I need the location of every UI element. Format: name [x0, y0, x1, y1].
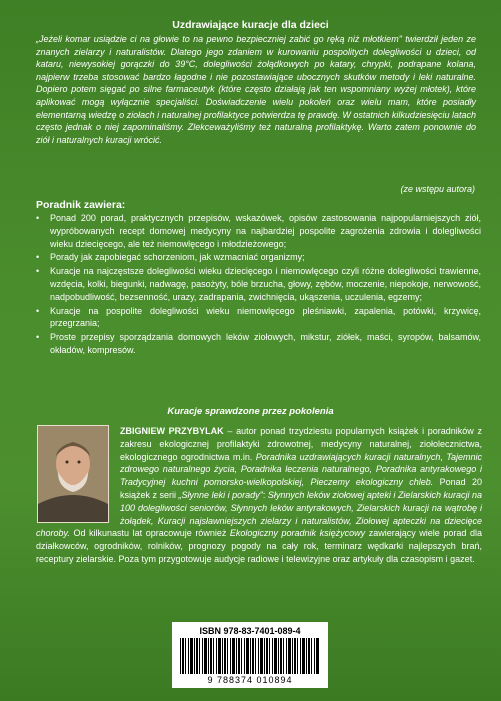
barcode-bars [180, 638, 320, 674]
author-bio-text: Od kilkunastu lat opracowuje również [69, 528, 230, 539]
list-item: • Porady jak zapobiegać schorzeniom, jak wzmacniać organizmy; [36, 251, 481, 264]
intro-title: Uzdrawiające kuracje dla dzieci [172, 19, 329, 31]
guide-list [36, 212, 481, 358]
author-photo [37, 425, 109, 523]
isbn-label: ISBN 978-83-7401-089-4 [199, 626, 301, 636]
author-bio-text: : [262, 489, 268, 500]
author-works: Poradnika uzdrawiających kuracji naturalnych, Tajemnic zdrowego naturalnego życia, Poradnika leczenia naturalnego, Poradnika antyrakowego i Tradycyjnej kuchni pomorsko-wielkopolskiej, Pieczemy ekologiczny chleb. [120, 451, 483, 488]
tested-heading: Kuracje sprawdzone przez pokolenia [167, 406, 334, 417]
author-series: „Słynne leki i porady" [178, 489, 263, 500]
list-item: • Kuracje na najczęstsze dolegliwości wieku dziecięcego i niemowlęcego czyli różne dolegliwości trawienne, wzdęcia, kolki, biegunki, nadwagę, pasożyty, bóle brzucha, głowy, zębów, moczenie, niepokoje, nerwowość, nadpobudliwość, bezsenność, urazy, zadrapania, zwichnięcia, ukąszenia, uczulenia, egzemy; [36, 265, 481, 303]
intro-source: (ze wstępu autora) [400, 184, 475, 194]
guide-heading: Poradnik zawiera: [36, 199, 126, 211]
author-name: ZBIGNIEW PRZYBYLAK [120, 426, 224, 436]
author-works: Słynnych leków ziołowej apteki i Zielarskich kuracji na 100 dolegliwości seniorów, Słynnych leków antyrakowych, Zielarskich kuracji na wątrobę i żołądek, Kuracji najsławniejszych zielarzy i naturalistów, Ziołowej apteczki na dziecięce choroby. [36, 489, 482, 539]
barcode-digits: 9 788374 010894 [207, 675, 293, 685]
author-portrait-icon [38, 426, 108, 522]
isbn-barcode [172, 622, 328, 688]
list-item: • Ponad 200 porad, praktycznych przepisów, wskazówek, opisów zastosowania najpopularniejszych ziół, wypróbowanych recept domowej medycyny na najbardziej pospolite zagrożenia zdrowia i dolegliwości wieku dziecięcego, ale też niemowlęcego i młodzieżowego; [36, 212, 481, 250]
intro-quote: „Jeżeli komar usiądzie ci na głowie to na pewno bezpieczniej zabić go ręką niż młotkiem" twierdził jeden ze znanych zielarzy i naturalistów. Dlatego jego zdaniem w kurowaniu pospolitych dolegliwości u dzieci, od kataru, niewysokiej gorączki do 39°C, dolegliwości żołądkowych po katary, chrypki, podrapane kolana, najpierw trzeba stosować bardzo łagodne i nie pozostawiające ubocznych skutków metody i leki naturalne. Dopiero potem sięgać po silne farmaceutyk (które często działają jak ten wspomniany wyżej młotek), które aplikować mogą wyłącznie specjaliści. Doświadczenie wielu pokoleń oraz wielu mam, które posiadły elementarną wiedzę o ziołach i naturalnej profilaktyce potwierdza tę prawdę. W ostatnich kilkudziesięciu latach często jednak o niej zapominaliśmy. Zlekceważyliśmy też naturalną profilaktykę. Warto zatem ponownie do ziół i naturalnych kuracji wrócić. [36, 34, 476, 145]
author-bio-text: Ponad 20 książek z serii [120, 477, 482, 500]
author-bio-text: zawierający wiele porad dla działkowców, ogrodników, rolników, prognozy pogody na cały rok, terminarz wędkarki najlepszych brań, receptury zielarskie. Poza tym przygotowuje audycje radiowe i telewizyjne oraz artykuły dla czasopism i gazet. [36, 528, 482, 564]
list-item: • Kuracje na pospolite dolegliwości wieku niemowlęcego pleśniawki, zapalenia, potówki, krzywicę, przegrzania; [36, 305, 481, 331]
author-bio-text: – autor ponad trzydziestu popularnych książek i poradników z zakresu ekologicznej profilaktyki zdrowotnej, medycyny naturalnej, ziołolecznictwa, ekologicznego ogrodnictwa m.in. [120, 426, 482, 462]
author-works: Ekologiczny poradnik księżycowy [229, 528, 366, 539]
list-item: • Proste przepisy sporządzania domowych leków ziołowych, mikstur, ziółek, maści, syropów, balsamów, okładów, kompresów. [36, 331, 481, 357]
